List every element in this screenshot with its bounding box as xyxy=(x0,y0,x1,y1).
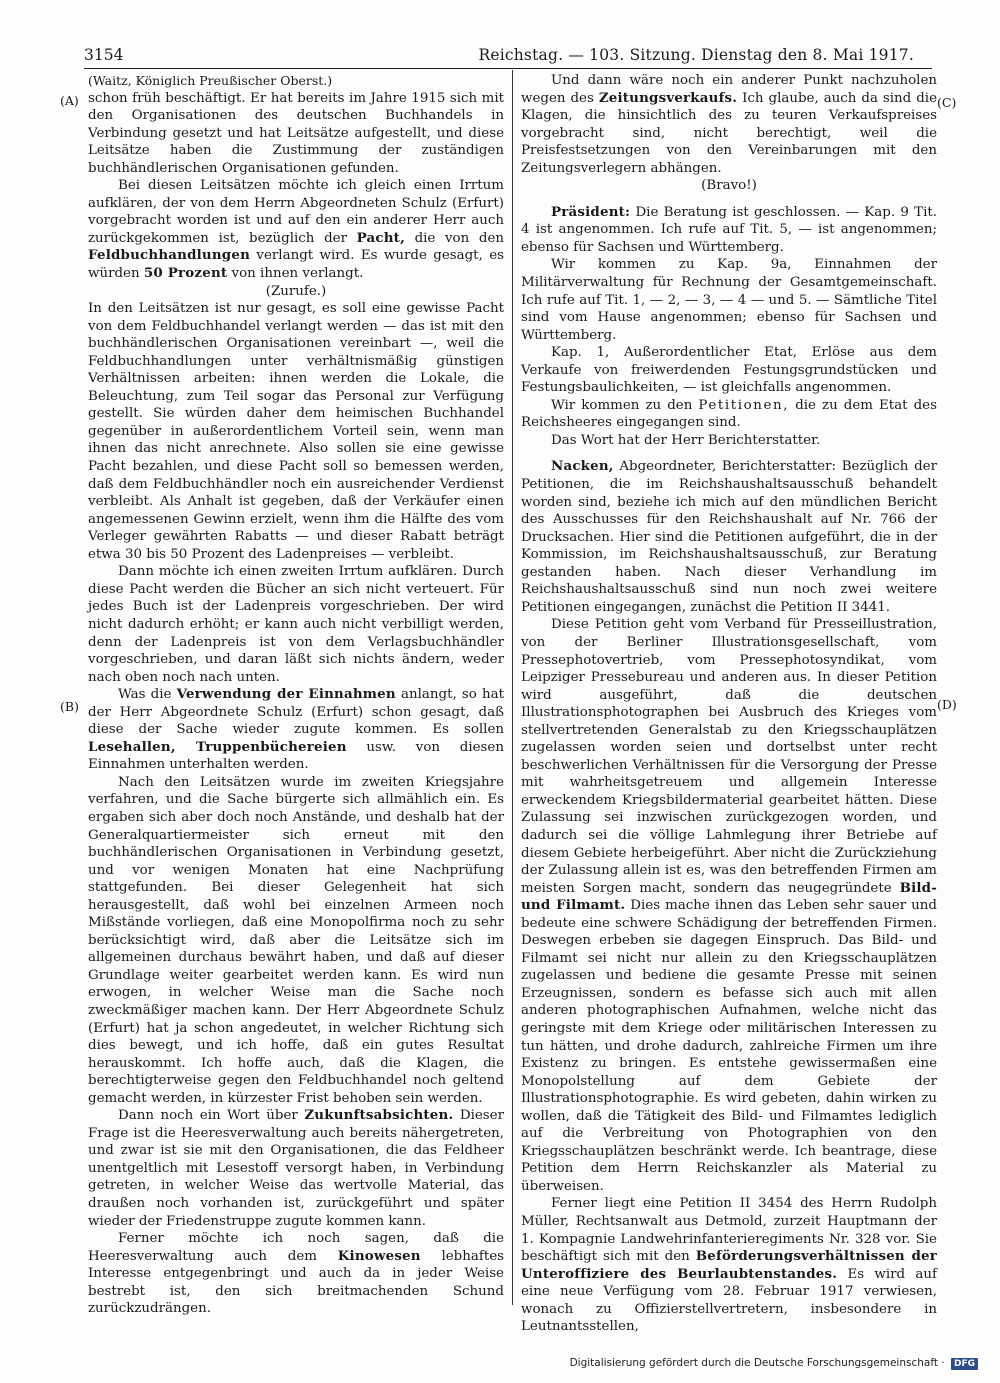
margin-mark-a: (A) xyxy=(60,93,79,108)
paragraph: Diese Petition geht vom Verband für Presseillustration, von der Berliner Illustrationsgesellschaft, vom Pressephotovertrieb, vom Pressephotosyndikat, vom Leipziger Pressebureau und anderen aus. In dieser Petition wird ausgeführt, daß die deutschen Illustrationsphotographen bei Ausbruch des Krieges vom stellvertretenden Generalstab zu den Kriegsschauplätzen zugelassen worden seien und dortselbst unter recht beschwerlichen Verhältnissen für die Versorgung der Presse mit wahrheitsgetreuem und allgemein Interesse erweckendem Kriegsbildermaterial gearbeitet hätten. Diese Zulassung sei inzwischen zurückgezogen worden, und dadurch sei die völlige Lahmlegung ihrer Betriebe auf diesem Gebiete herbeigeführt. Aber nicht die Zurückziehung der Zulassung allein ist es, was den betreffenden Firmen am meisten Sorgen macht, sondern das neugegründete Bild- und Filmamt. Dies mache ihnen das Leben sehr sauer und bedeute eine schwere Schädigung der betreffenden Firmen. Deswegen erbeben sie dagegen Einspruch. Das Bild- und Filmamt sei nicht nur allein zu den Kriegsschauplätzen zugelassen und bediene die gesamte Presse mit seinen Erzeugnissen, sondern es befasse sich auch mit allen anderen photographischen Aufnahmen, welche nicht das geringste mit dem Kriege oder militärischen Interessen zu tun hätten, und drohe dadurch, zahlreiche Firmen um ihre Existenz zu bringen. Es entstehe gewissermaßen eine Monopolstellung auf dem Gebiete der Illustrationsphotographie. Es wird gebeten, dahin wirken zu wollen, daß die Tätigkeit des Bild- und Filmamtes lediglich auf die Verbreitung von Photographien von den Kriegsschauplätzen beschränkt werde. Ich beantrage, diese Petition dem Herrn Reichskanzler als Material zu überweisen. xyxy=(521,617,937,1194)
paragraph: Nach den Leitsätzen wurde im zweiten Kriegsjahre verfahren, und die Sache bürgerte sich allmählich ein. Es ergaben sich aber doch noch Anstände, und deshalb hat der Generalquartiermeister sich erneut mit den buchhändlerischen Organisationen in Verbindung gesetzt, und vor wenigen Monaten hat eine Nachprüfung stattgefunden. Bei dieser Gelegenheit hat sich herausgestellt, daß wohl bei einzelnen Armeen noch Mißstände vorliegen, daß eine Monopolfirma noch zu sehr berücksichtigt wird, daß aber die Leitsätze sich im allgemeinen durchaus bewährt haben, und daß auf dieser Grundlage weiter gearbeitet werden kann. Es wird nun erwogen, in welcher Weise man die Sache noch zweckmäßiger machen kann. Der Herr Abgeordnete Schulz (Erfurt) hat ja schon angedeutet, in welcher Richtung sich dies bewegt, und ich hoffe, daß ein gutes Resultat herauskommt. Ich hoffe auch, daß die Klagen, die berechtigterweise gegen den Feldbuchhandel noch geltend gemacht werden, in kürzester Frist behoben sein werden. xyxy=(88,774,504,1106)
paragraph: Dann möchte ich einen zweiten Irrtum aufklären. Durch diese Pacht werden die Bücher an sich nicht verteuert. Für jedes Buch ist der Ladenpreis vorgeschrieben. Der wird nicht dadurch erhöht; er kann auch nicht verbilligt werden, denn der Ladenpreis ist von dem Verlagsbuchhändler vorgeschrieben, und daran läßt sich nichts ändern, weder nach oben noch nach unten. xyxy=(88,564,504,685)
margin-mark-b: (B) xyxy=(60,699,79,714)
paragraph: Präsident: Die Beratung ist geschlossen. — Kap. 9 Tit. 4 ist angenommen. Ich rufe auf Tit. 5, — ist angenommen; ebenso für Sachsen und Württemberg. xyxy=(521,203,937,255)
right-column xyxy=(521,72,937,1336)
paragraph: Dann noch ein Wort über Zukunftsabsichten. Dieser Frage ist die Heeresverwaltung auch bereits nähergetreten, und zwar ist sie mit den Organisationen, die das Feldheer unentgeltlich mit Lesestoff versorgt haben, in Verbindung getreten, in welcher Weise das wertvolle Material, das draußen noch vorhanden ist, zurückgeführt und später wieder der Friedenstruppe zugute kommen kann. xyxy=(88,1107,504,1229)
dfg-logo: DFG xyxy=(951,1358,978,1370)
paragraph: Nacken, Abgeordneter, Berichterstatter: Bezüglich der Petitionen, die im Reichshaushaltsausschuß behandelt worden sind, beziehe ich mich auf den mündlichen Bericht des Ausschusses für den Reichshaushalt auf Nr. 766 der Drucksachen. Hier sind die Petitionen aufgeführt, die in der Kommission, im Reichshaushaltsausschuß, zur Beratung gestanden haben. Nach dieser Verhandlung im Reichshaushaltsausschuß sind nun noch zwei weitere Petitionen eingegangen, zunächst die Petition II 3441. xyxy=(521,458,937,615)
margin-mark-c: (C) xyxy=(937,95,957,110)
paragraph: Ferner liegt eine Petition II 3454 des Herrn Rudolph Müller, Rechtsanwalt aus Detmold, zurzeit Hauptmann der 1. Kompagnie Landwehrinfanterieregiments Nr. 328 vor. Sie beschäftigt sich mit den Beförderungsverhältnissen der Unteroffiziere des Beurlaubtenstandes. Es wird auf eine neue Verfügung vom 28. Februar 1917 verwiesen, wonach zu Offizierstellvertretern, insbesondere in Leutnantsstellen, xyxy=(521,1196,938,1335)
left-column xyxy=(88,72,504,1318)
paragraph: Wir kommen zu Kap. 9a, Einnahmen der Militärverwaltung für Rechnung der Gesamtgemeinschaft. Ich rufe auf Tit. 1, — 2, — 3, — 4 — und 5. — Sämtliche Titel sind vom Hause angenommen; ebenso für Sachsen und Württemberg. xyxy=(521,257,937,343)
funding-note: Digitalisierung gefördert durch die Deutsche Forschungsgemeinschaft · DFG xyxy=(570,1357,978,1370)
page-number: 3154 xyxy=(84,46,124,64)
paragraph: In den Leitsätzen ist nur gesagt, es soll eine gewisse Pacht von dem Feldbuchhandel verlangt werden — das ist mit den buchhändlerischen Organisationen vereinbart —, weil die Feldbuchhandlungen unter verhältnismäßig günstigen Verhältnissen arbeiten: ihnen werden die Lokale, die Beleuchtung, zum Teil sogar das Personal zur Verfügung gestellt. Sie würden daher dem heimischen Buchhandel gegenüber in außerordentlichem Vorteil sein, wenn man ihnen das nicht anrechnete. Also sollen sie eine gewisse Pacht bezahlen, und diese Pacht soll so bemessen werden, daß dem Feldbuchhändler noch ein ausreichender Verdienst verbleibt. Als Anhalt ist gegeben, daß der Verkäufer einen angemessenen Gewinn erzielt, wenn ihm die Hälfte des vom Verleger gewährten Rabatts — und dieser Rabatt beträgt etwa 30 bis 50 Prozent des Ladenpreises — verbleibt. xyxy=(88,301,504,562)
interjection: (Bravo!) xyxy=(701,178,757,194)
paragraph: Kap. 1, Außerordentlicher Etat, Erlöse aus dem Verkaufe von freiwerdenden Festungsgrundstücken und Festungsbaulichkeiten, — ist gleichfalls angenommen. xyxy=(521,345,937,396)
margin-mark-d: (D) xyxy=(937,697,957,712)
interjection: (Zurufe.) xyxy=(265,283,327,299)
paragraph: Das Wort hat der Herr Berichterstatter. xyxy=(551,432,821,448)
running-title: Reichstag. — 103. Sitzung. Dienstag den 8. Mai 1917. xyxy=(478,46,914,64)
paragraph: Wir kommen zu den Petitionen, die zu dem Etat des Reichsheeres eingegangen sind. xyxy=(521,397,937,431)
funding-text: Digitalisierung gefördert durch die Deutsche Forschungsgemeinschaft xyxy=(569,1357,938,1369)
paragraph: Was die Verwendung der Einnahmen anlangt, so hat der Herr Abgeordnete Schulz (Erfurt) schon gesagt, daß diese der Sache wieder zugute kommen. Es sollen Lesehallen, Truppenbüchereien usw. von diesen Einnahmen unterhalten werden. xyxy=(88,686,504,773)
header-rule xyxy=(84,68,932,69)
paragraph: Und dann wäre noch ein anderer Punkt nachzuholen wegen des Zeitungsverkaufs. Ich glaube, auch da sind die Klagen, die hinsichtlich des zu teuren Verkaufspreises vorgebracht sind, nicht berechtigt, weil die Preisfestsetzungen von den Vereinbarungen mit den Zeitungsverlegern abhängen. xyxy=(521,73,937,176)
paragraph: Ferner möchte ich noch sagen, daß die Heeresverwaltung auch dem Kinowesen lebhaftes Interesse entgegenbringt und auch da in jeder Weise bestrebt ist, den sich breitmachenden Schund zurückzudrängen. xyxy=(88,1231,504,1317)
column-divider xyxy=(512,70,513,1305)
page-header xyxy=(84,46,932,70)
paragraph: Bei diesen Leitsätzen möchte ich gleich einen Irrtum aufklären, der von dem Herrn Abgeordneten Schulz (Erfurt) vorgebracht worden ist und auf den ein anderer Herr auch zurückgekommen ist, bezüglich der Pacht, die von den Feldbuchhandlungen verlangt wird. Es wurde gesagt, es würden 50 Prozent von ihnen verlangt. xyxy=(88,178,504,282)
paragraph: schon früh beschäftigt. Er hat bereits im Jahre 1915 sich mit den Organisationen des deutschen Buchhandels in Verbindung gesetzt und hat Leitsätze aufgestellt, und diese Leitsätze haben die Zustimmung der zuständigen buchhändlerischen Organisationen gefunden. xyxy=(88,90,504,176)
speaker-line: (Waitz, Königlich Preußischer Oberst.) xyxy=(88,73,333,88)
